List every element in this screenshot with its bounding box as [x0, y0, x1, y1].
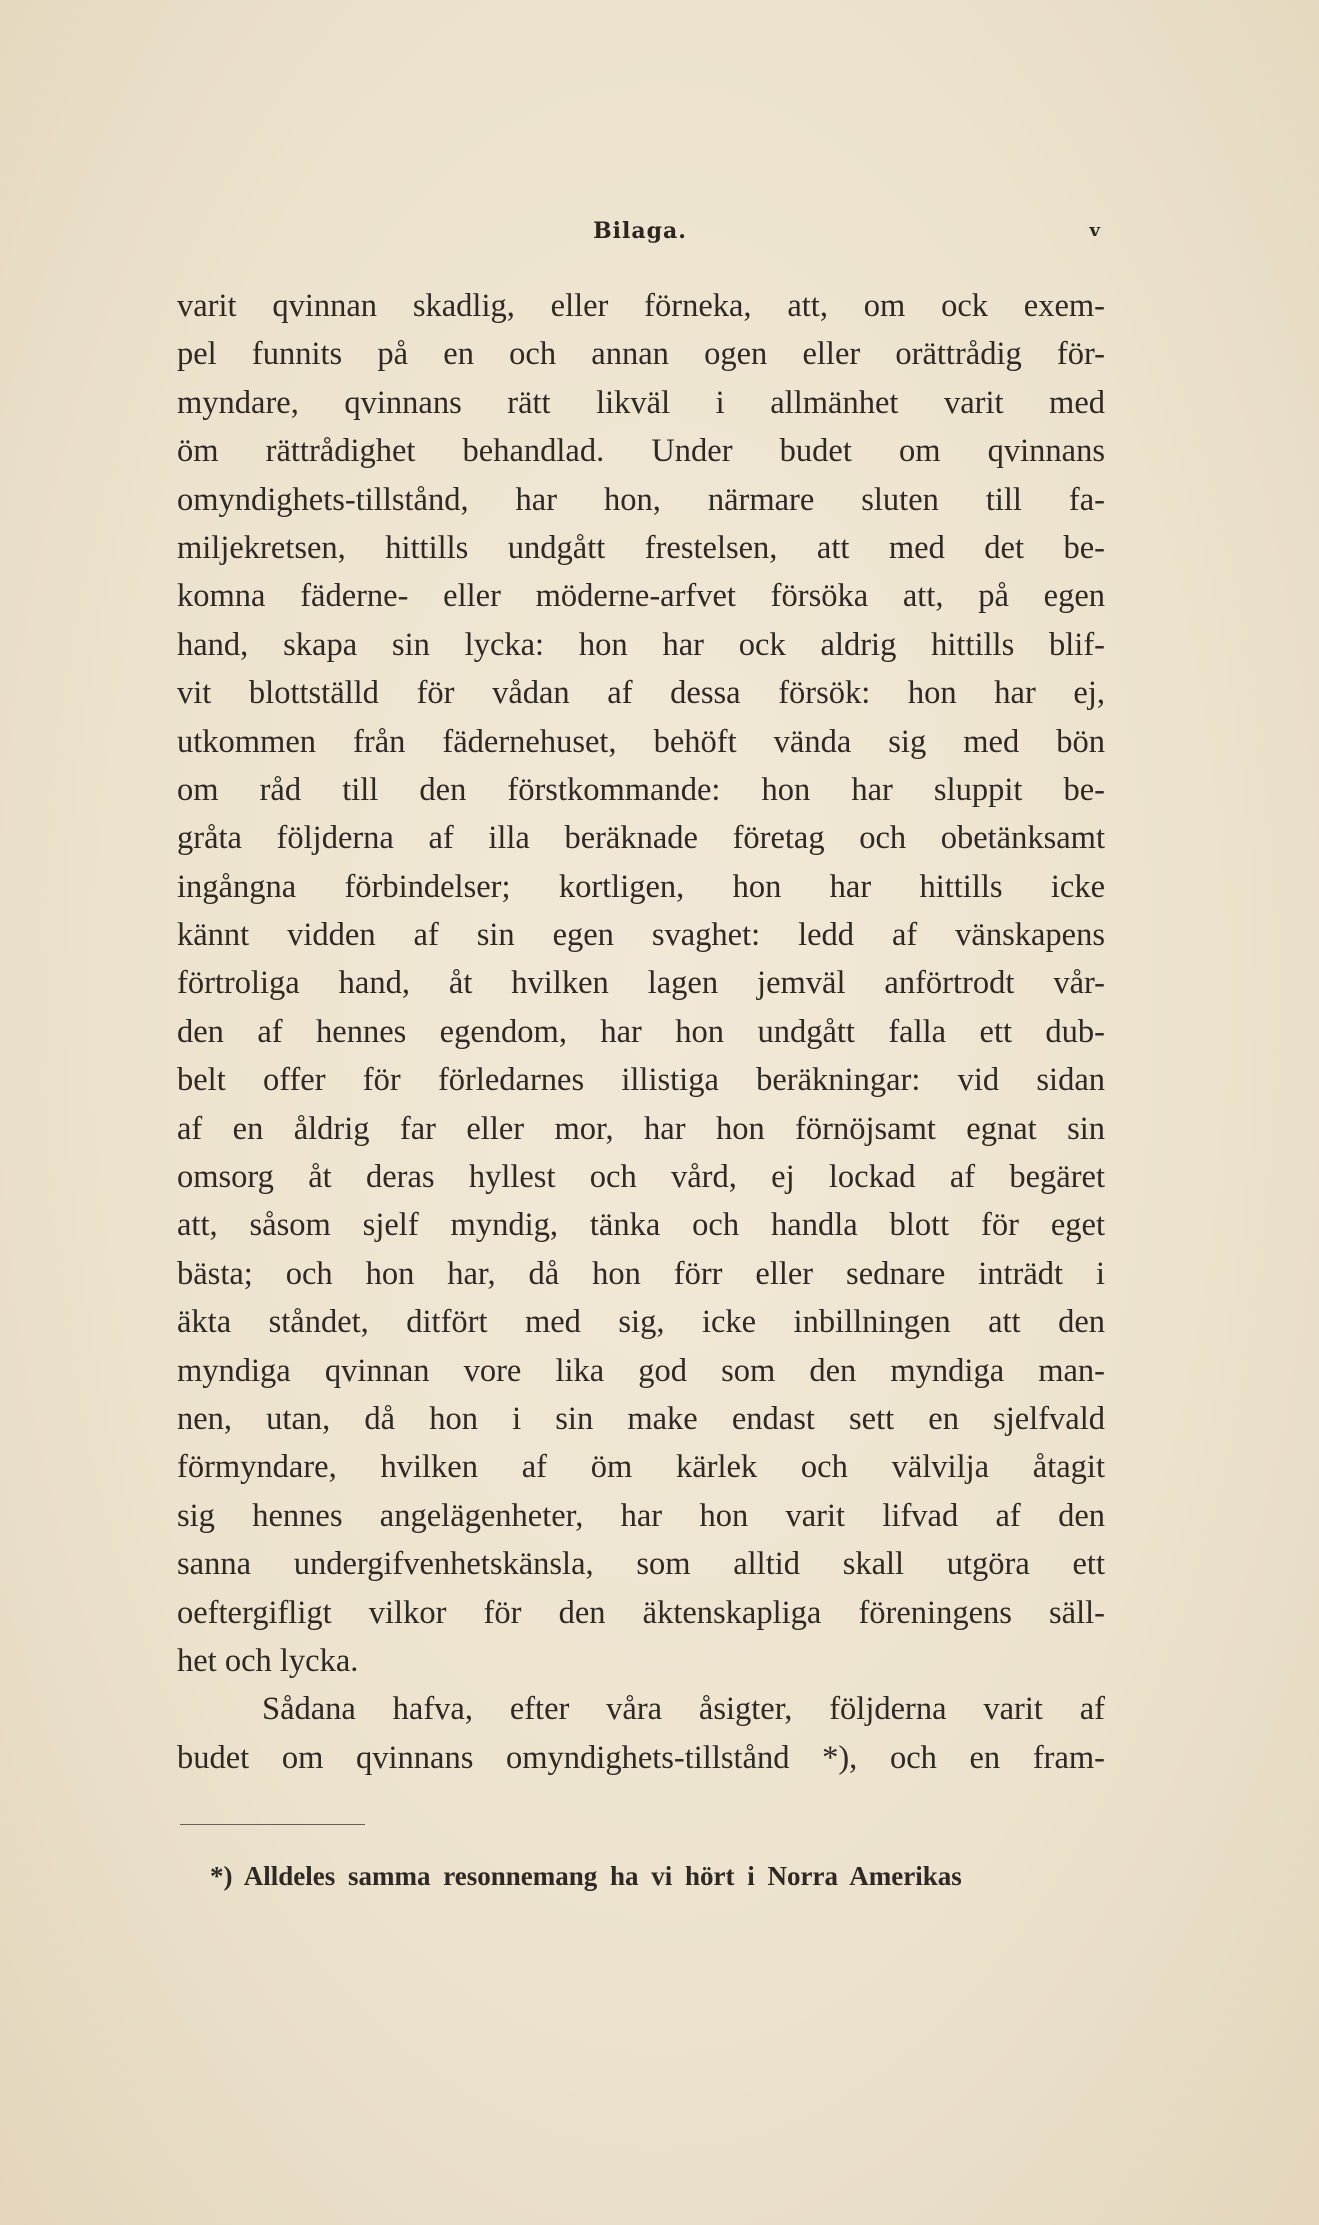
footnote-divider — [180, 1824, 365, 1825]
text-line: äkta ståndet, ditfört med sig, icke inbillningen att den — [177, 1304, 1105, 1341]
text-line: omyndighets-tillstånd, har hon, närmare sluten till fa- — [177, 481, 1105, 518]
text-line: om råd till den förstkommande: hon har sluppit be- — [177, 771, 1105, 808]
text-line: omsorg åt deras hyllest och vård, ej lockad af begäret — [177, 1159, 1105, 1196]
text-line: nen, utan, då hon i sin make endast sett en sjelfvald — [177, 1400, 1105, 1437]
page-number: v — [1089, 220, 1100, 241]
text-line: af en åldrig far eller mor, har hon förnöjsamt egnat sin — [177, 1110, 1105, 1147]
text-line: den af hennes egendom, har hon undgått falla ett dub- — [177, 1013, 1105, 1050]
running-head: Bilaga. — [593, 218, 687, 244]
text-line: myndare, qvinnans rätt likväl i allmänhet varit med — [177, 384, 1105, 421]
text-line: sig hennes angelägenheter, har hon varit lifvad af den — [177, 1497, 1105, 1534]
text-line: öm rättrådighet behandlad. Under budet om qvinnans — [177, 433, 1105, 470]
body-text — [177, 282, 1105, 1782]
text-line: gråta följderna af illa beräknade företag och obetänksamt — [177, 820, 1105, 857]
text-line: belt offer för förledarnes illistiga beräkningar: vid sidan — [177, 1062, 1105, 1099]
text-line: het och lycka. — [177, 1642, 359, 1679]
text-line: förmyndare, hvilken af öm kärlek och välvilja åtagit — [177, 1449, 1105, 1486]
text-line: utkommen från fädernehuset, behöft vända sig med bön — [177, 723, 1105, 760]
text-line: vit blottställd för vådan af dessa försök: hon har ej, — [177, 675, 1105, 712]
text-line: förtroliga hand, åt hvilken lagen jemväl anförtrodt vår- — [177, 965, 1105, 1002]
text-line: pel funnits på en och annan ogen eller orättrådig för- — [177, 336, 1105, 373]
text-line: varit qvinnan skadlig, eller förneka, att, om ock exem- — [177, 288, 1105, 324]
text-line: oeftergifligt vilkor för den äktenskapliga föreningens säll- — [177, 1594, 1105, 1631]
text-line: miljekretsen, hittills undgått frestelsen, att med det be- — [177, 529, 1105, 566]
text-line: kännt vidden af sin egen svaghet: ledd af vänskapens — [177, 917, 1105, 954]
text-line: att, såsom sjelf myndig, tänka och handla blott för eget — [177, 1207, 1105, 1244]
text-line: komna fäderne- eller möderne-arfvet försöka att, på egen — [177, 578, 1105, 615]
text-line: ingångna förbindelser; kortligen, hon har hittills icke — [177, 868, 1105, 905]
text-line: bästa; och hon har, då hon förr eller sednare inträdt i — [177, 1255, 1105, 1292]
text-line: Sådana hafva, efter våra åsigter, följderna varit af — [262, 1691, 1105, 1728]
text-line: myndiga qvinnan vore lika god som den myndiga man- — [177, 1352, 1105, 1389]
page-header — [180, 218, 1100, 258]
footnote: *) Alldeles samma resonnemang ha vi hört i Norra Amerikas — [210, 1861, 962, 1891]
text-line: sanna undergifvenhetskänsla, som alltid skall utgöra ett — [177, 1546, 1105, 1583]
text-line: hand, skapa sin lycka: hon har ock aldrig hittills blif- — [177, 626, 1105, 663]
text-line: budet om qvinnans omyndighets-tillstånd *), och en fram- — [177, 1739, 1105, 1776]
